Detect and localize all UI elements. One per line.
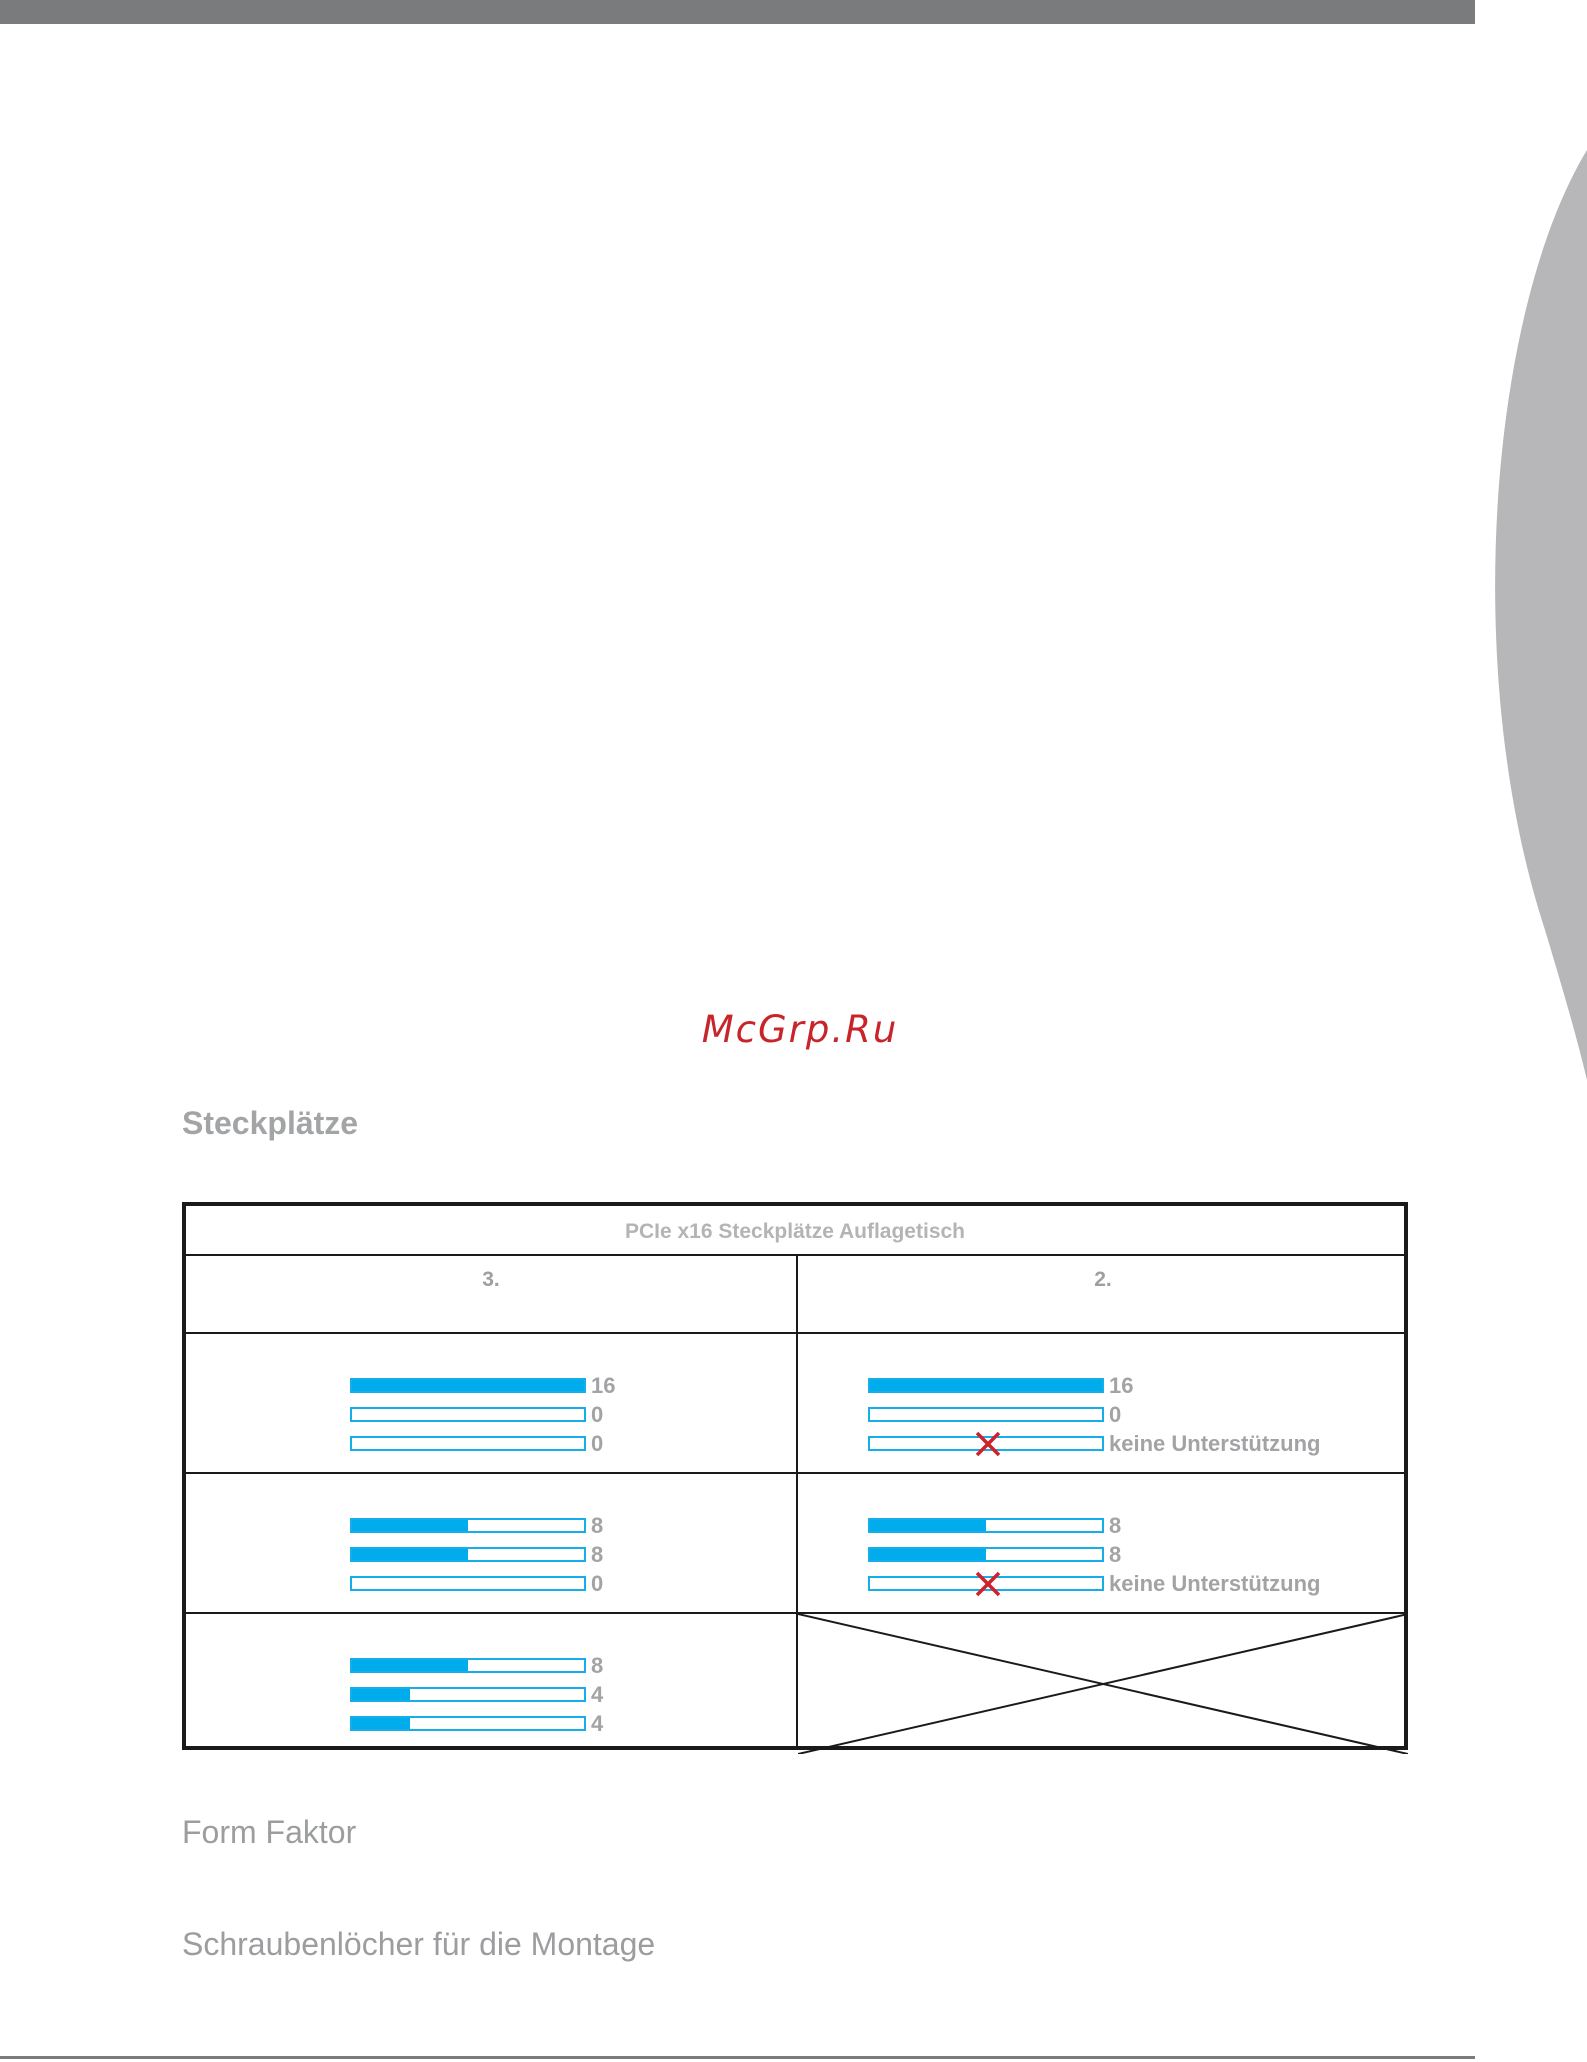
lane-value-label: 16 xyxy=(1109,1373,1134,1398)
lane-bar-fill xyxy=(352,1520,468,1531)
table-divider xyxy=(186,1332,1404,1334)
lane-bar-fill xyxy=(352,1660,468,1671)
lane-value-label: 8 xyxy=(591,1653,604,1678)
lane-bar xyxy=(350,1436,586,1451)
lane-value-label: 8 xyxy=(1109,1513,1122,1538)
lane-bar xyxy=(868,1518,1104,1533)
table-title: PCIe x16 Steckplätze Auflagetisch xyxy=(624,1220,966,1243)
header-bar xyxy=(0,0,1475,24)
lane-bar-fill xyxy=(870,1380,1102,1391)
lane-bar-fill xyxy=(352,1689,410,1700)
pcie-slot-table xyxy=(182,1202,1408,1750)
lane-bar xyxy=(350,1547,586,1562)
lane-value-label: 16 xyxy=(591,1373,616,1398)
lane-value-label: keine Unterstützung xyxy=(1109,1571,1321,1596)
column-header-3: 3. xyxy=(482,1268,500,1291)
lane-value-label: 0 xyxy=(1109,1402,1122,1427)
section-heading-form-factor: Form Faktor xyxy=(182,1814,357,1850)
lane-bar xyxy=(350,1576,586,1591)
lane-bar xyxy=(868,1378,1104,1393)
lane-bar xyxy=(350,1407,586,1422)
lane-value-label: 0 xyxy=(591,1571,604,1596)
table-divider xyxy=(186,1254,1404,1256)
lane-value-label: 0 xyxy=(591,1402,604,1427)
lane-bar-fill xyxy=(352,1549,468,1560)
lane-value-label: 4 xyxy=(591,1682,604,1707)
footer-line xyxy=(0,2056,1475,2059)
lane-value-label: 4 xyxy=(591,1711,604,1736)
lane-value-label: 0 xyxy=(591,1431,604,1456)
lane-value-label: keine Unterstützung xyxy=(1109,1431,1321,1456)
column-header-2: 2. xyxy=(1094,1268,1112,1291)
not-applicable-cell xyxy=(798,1614,1408,1754)
lane-bar xyxy=(350,1716,586,1731)
lane-value-label: 8 xyxy=(591,1542,604,1567)
lane-bar-fill xyxy=(870,1520,986,1531)
lane-bar xyxy=(868,1407,1104,1422)
lane-bar xyxy=(350,1658,586,1673)
lane-bar-fill xyxy=(352,1718,410,1729)
lane-value-label: 8 xyxy=(591,1513,604,1538)
unsupported-x-icon xyxy=(974,1430,1002,1458)
lane-bar-fill xyxy=(352,1380,584,1391)
section-heading-mounting: Schraubenlöcher für die Montage xyxy=(182,1926,656,1962)
section-heading-slots: Steckplätze xyxy=(182,1105,359,1141)
lane-bar xyxy=(350,1378,586,1393)
lane-bar xyxy=(350,1687,586,1702)
lane-bar xyxy=(868,1547,1104,1562)
lane-value-label: 8 xyxy=(1109,1542,1122,1567)
side-tab-decoration xyxy=(1480,150,1587,1080)
unsupported-x-icon xyxy=(974,1570,1002,1598)
watermark-text: McGrp.Ru xyxy=(701,1008,899,1051)
lane-bar xyxy=(350,1518,586,1533)
lane-bar-fill xyxy=(870,1549,986,1560)
table-divider xyxy=(186,1472,1404,1474)
